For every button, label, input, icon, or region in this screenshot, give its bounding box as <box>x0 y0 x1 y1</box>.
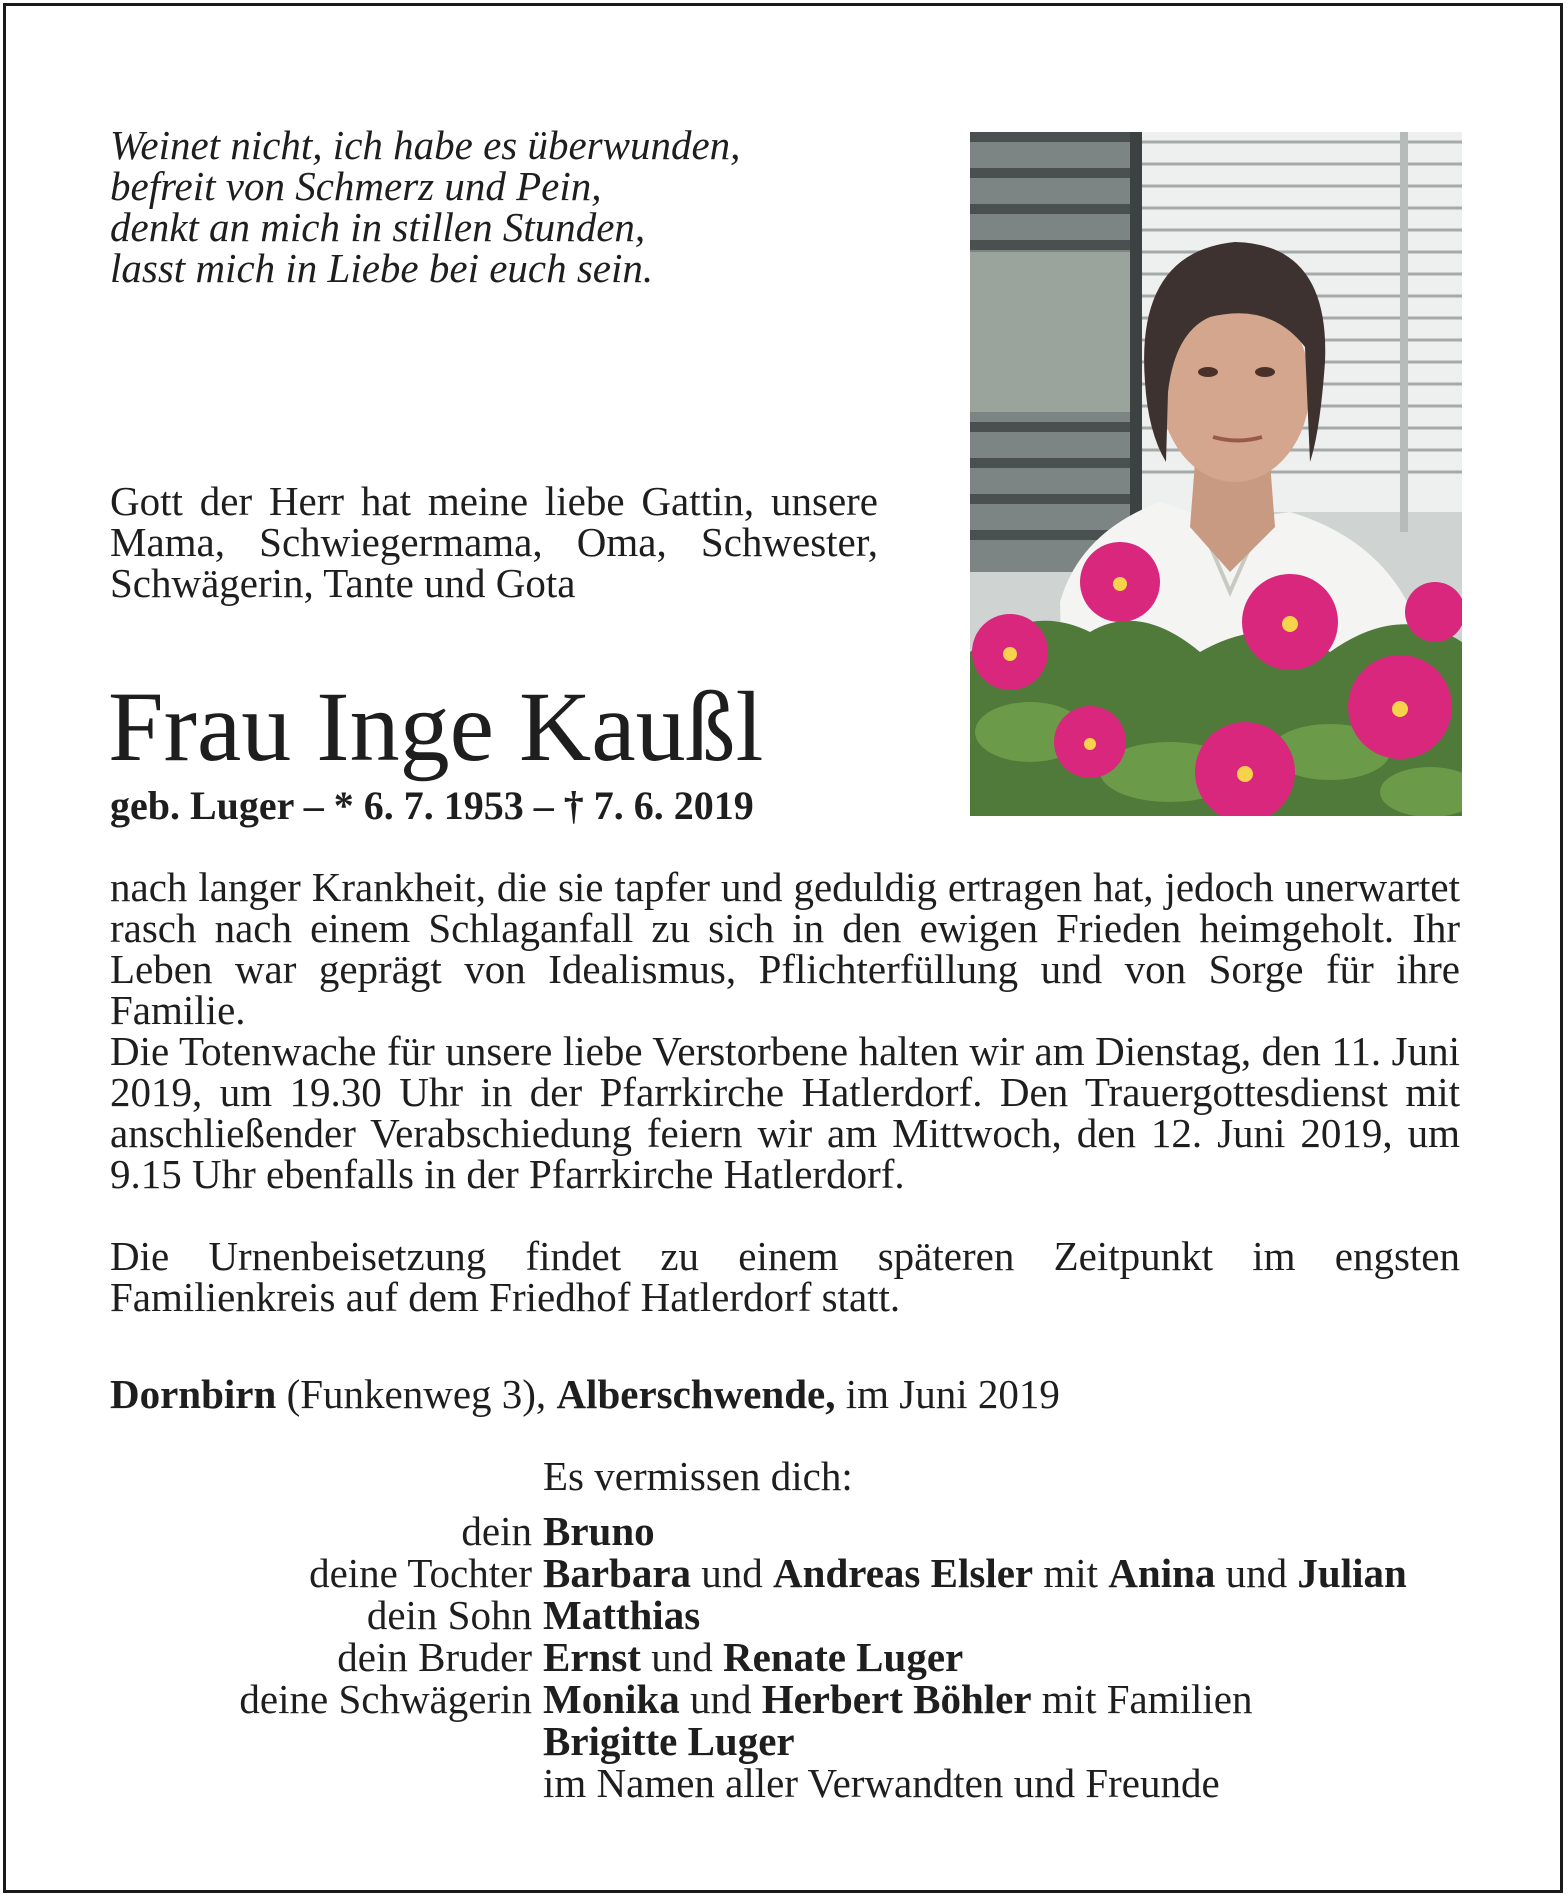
closing-line: im Namen aller Verwandten und Freunde <box>543 1760 1220 1806</box>
relation: deine Tochter <box>309 1550 532 1596</box>
connector: und <box>1225 1550 1288 1596</box>
poem-line: befreit von Schmerz und Pein, <box>110 163 602 209</box>
mourners-heading: Es vermissen dich: <box>543 1453 853 1499</box>
body-paragraph: Die Totenwache für unsere liebe Verstorbene halten wir am Dienstag, den 11. Juni 2019, um 19.30 Uhr in der Pfarrkirche Hatlerdorf. Den Trauergottesdienst mit anschließender Verabschiedung feiern wir am Mittwoch, den 12. Juni 2019, um 9.15 Uhr ebenfalls in der Pfarrkirche Hatlerdorf. <box>110 1028 1460 1197</box>
poem <box>110 122 930 291</box>
poem-line: denkt an mich in stillen Stunden, <box>110 204 646 250</box>
list-item <box>0 1759 1568 1806</box>
mourner-name: Renate Luger <box>722 1634 964 1680</box>
mourner-name: Julian <box>1297 1550 1407 1596</box>
address: (Funkenweg 3), <box>286 1371 547 1417</box>
obituary-body <box>110 864 1460 1320</box>
mourner-name: Barbara <box>543 1550 692 1596</box>
intro-text: Gott der Herr hat meine liebe Gattin, unsere Mama, Schwiegermama, Oma, Schwester, Schwägerin, Tante und Gota <box>110 478 878 606</box>
poem-line: Weinet nicht, ich habe es überwunden, <box>110 122 741 168</box>
mourner-name: Herbert Böhler <box>761 1676 1032 1722</box>
mourner-name: Matthias <box>543 1592 701 1638</box>
relation: dein Sohn <box>366 1592 532 1638</box>
mourner-name: Ernst <box>543 1634 641 1680</box>
city: Alberschwende, <box>556 1371 836 1417</box>
city: Dornbirn <box>110 1371 277 1417</box>
list-item <box>0 1717 1568 1764</box>
date: im Juni 2019 <box>845 1371 1060 1417</box>
relation: deine Schwägerin <box>239 1676 532 1722</box>
list-item <box>0 1549 1568 1596</box>
relation: dein <box>461 1508 532 1554</box>
connector: und <box>701 1550 763 1596</box>
body-paragraph: nach langer Krankheit, die sie tapfer und geduldig ertragen hat, jedoch unerwartet rasch nach einem Schlaganfall zu sich in den ewigen Frieden heimgeholt. Ihr Leben war geprägt von Idealismus, Pflichterfüllung und von Sorge für ihre Familie. <box>110 864 1460 1033</box>
connector: mit Familien <box>1041 1676 1253 1722</box>
list-item <box>0 1591 1568 1638</box>
poem-line: lasst mich in Liebe bei euch sein. <box>110 245 654 291</box>
connector: und <box>651 1634 713 1680</box>
mourner-name: Brigitte Luger <box>543 1718 795 1764</box>
connector: mit <box>1043 1550 1099 1596</box>
mourner-name: Andreas Elsler <box>773 1550 1034 1596</box>
relation: dein Bruder <box>337 1634 532 1680</box>
list-item <box>0 1675 1568 1722</box>
body-paragraph: Die Urnenbeisetzung findet zu einem späteren Zeitpunkt im engsten Familienkreis auf dem Friedhof Hatlerdorf statt. <box>110 1233 1460 1320</box>
deceased-name: Frau Inge Kaußl <box>108 671 764 782</box>
mourner-name: Anina <box>1108 1550 1216 1596</box>
list-item <box>0 1633 1568 1680</box>
list-item <box>0 1507 1568 1554</box>
place-and-date <box>110 1372 1060 1416</box>
portrait-photo <box>970 132 1462 816</box>
mourners-list <box>0 1507 1568 1806</box>
connector: und <box>689 1676 752 1722</box>
birth-death-dates: geb. Luger – * 6. 7. 1953 – † 7. 6. 2019 <box>110 783 754 828</box>
mourner-name: Bruno <box>543 1508 655 1554</box>
mourner-name: Monika <box>543 1676 680 1722</box>
